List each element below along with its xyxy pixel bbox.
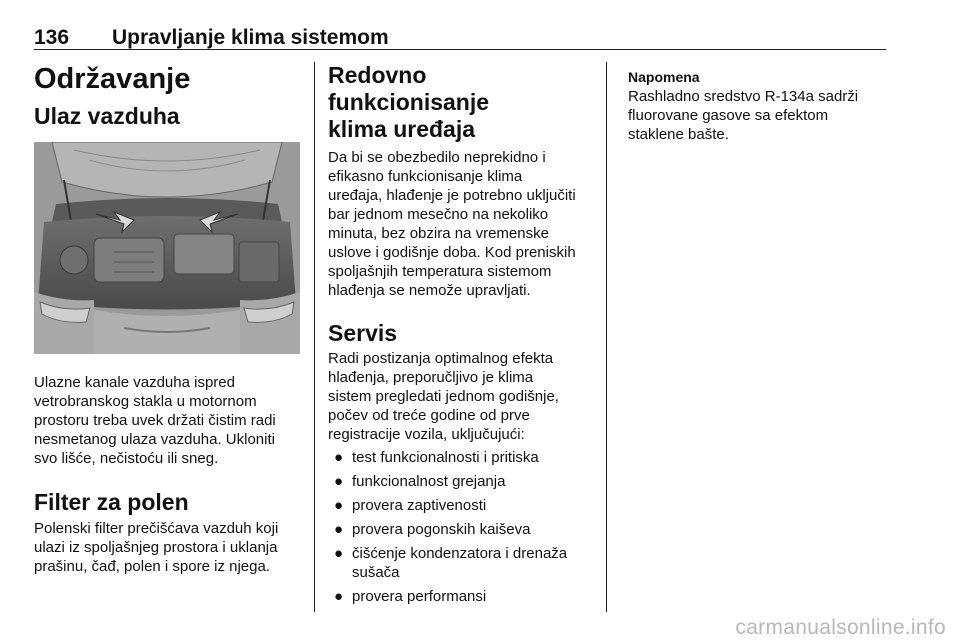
bullet-icon: ●: [334, 545, 344, 562]
list-item: [328, 448, 588, 467]
text-line: fluorovane gasove sa efektom: [628, 107, 829, 124]
text-line: registracije vozila, uključujući:: [328, 426, 525, 443]
text-line: nesmetanog ulaza vazduha. Ukloniti: [34, 431, 275, 448]
text-line: ulazi iz spoljašnjeg prostora i uklanja: [34, 539, 278, 556]
chapter-title: Upravljanje klima sistemom: [112, 26, 389, 49]
ulaz-vazduha-paragraph: [34, 373, 300, 468]
text-line: spoljašnjih temperatura sistemom: [328, 263, 552, 280]
car-engine-bay-illustration: [34, 142, 300, 354]
list-item-text: sušača: [352, 564, 400, 581]
list-item: [328, 520, 588, 539]
list-item: [328, 544, 588, 582]
text-line: prašinu, čađ, polen i spore iz njega.: [34, 558, 270, 575]
list-item-text: provera zaptivenosti: [352, 497, 487, 514]
text-line: Polenski filter prečišćava vazduh koji: [34, 520, 279, 537]
watermark: carmanualsonline.info: [735, 616, 946, 639]
text-line: vetrobranskog stakla u motornom: [34, 393, 257, 410]
title-line: klima uređaja: [328, 116, 476, 142]
column-divider-2: [606, 62, 607, 612]
text-line: Radi postizanja optimalnog efekta: [328, 350, 554, 367]
servis-paragraph: [328, 349, 588, 444]
engine-bay-figure: [34, 142, 300, 354]
text-line: Da bi se obezbedilo neprekidno i: [328, 149, 546, 166]
list-item: [328, 496, 588, 515]
list-item-text: čišćenje kondenzatora i drenaža: [352, 545, 568, 562]
bullet-icon: ●: [334, 521, 344, 538]
text-line: efikasno funkcionisanje klima: [328, 168, 523, 185]
redovno-funkcionisanje-paragraph: [328, 148, 588, 300]
text-line: bar jednom mesečno na nekoliko: [328, 206, 549, 223]
subsection-title-servis: Servis: [328, 320, 398, 346]
subsection-title-filter-za-polen: Filter za polen: [34, 489, 189, 515]
column-1: [34, 62, 300, 576]
text-line: prostoru treba uvek držati čistim radi: [34, 412, 276, 429]
text-line: minuta, bez obzira na vremenske: [328, 225, 549, 242]
section-title-odrzavanje: Održavanje: [34, 63, 191, 95]
text-line: Ulazne kanale vazduha ispred: [34, 374, 235, 391]
text-line: počev od treće godine od prve: [328, 407, 530, 424]
note-paragraph: [628, 87, 890, 144]
column-divider-1: [314, 62, 315, 612]
text-line: hlađenja, preporučljivo je klima: [328, 369, 534, 386]
header-rule: [34, 49, 886, 50]
list-item-text: test funkcionalnosti i pritiska: [352, 449, 539, 466]
servis-bullet-list: [328, 448, 588, 606]
filter-za-polen-paragraph: [34, 519, 300, 576]
list-item: [328, 587, 588, 606]
text-line: Rashladno sredstvo R-134a sadrži: [628, 88, 859, 105]
text-line: sistem pregledati jednom godišnje,: [328, 388, 559, 405]
page-number: 136: [34, 26, 70, 49]
title-line: Redovno funkcionisanje: [328, 62, 490, 115]
column-2: [328, 62, 588, 611]
text-line: hlađenja se nemože upravljati.: [328, 282, 531, 299]
bullet-icon: ●: [334, 588, 344, 605]
list-item-text: funkcionalnost grejanja: [352, 473, 506, 490]
list-item: [328, 472, 588, 491]
bullet-icon: ●: [334, 449, 344, 466]
subsection-title-redovno-funkcionisanje: [328, 62, 588, 143]
text-line: staklene bašte.: [628, 126, 729, 143]
text-line: uslove i godišnje doba. Kod preniskih: [328, 244, 576, 261]
text-line: svo lišće, nečistoću ili sneg.: [34, 450, 219, 467]
bullet-icon: ●: [334, 473, 344, 490]
note-label: Napomena: [628, 69, 700, 85]
text-line: uređaja, hlađenje je potrebno uključiti: [328, 187, 576, 204]
bullet-icon: ●: [334, 497, 344, 514]
column-3: [628, 68, 890, 144]
subsection-title-ulaz-vazduha: Ulaz vazduha: [34, 103, 180, 129]
list-item-text: provera performansi: [352, 588, 487, 605]
list-item-text: provera pogonskih kaiševa: [352, 521, 531, 538]
